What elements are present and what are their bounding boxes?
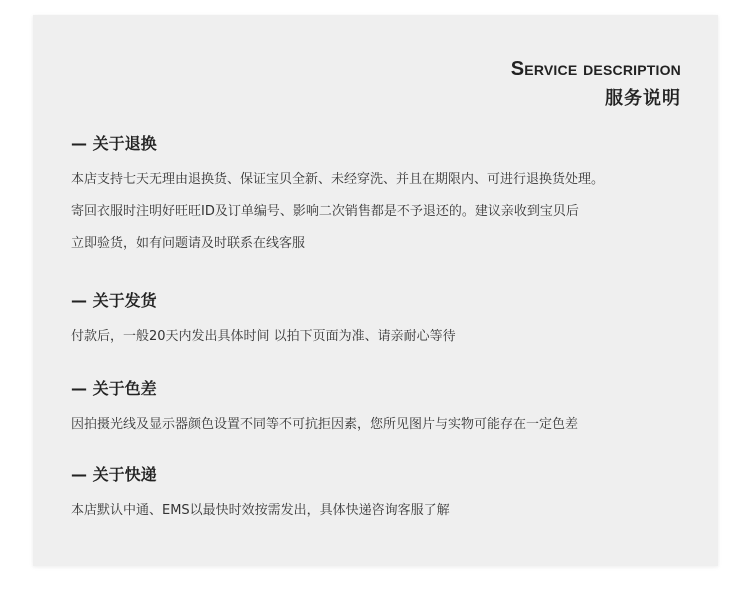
section-express bbox=[71, 465, 691, 527]
section-line: 本店默认中通、EMS以最快时效按需发出，具体快递咨询客服了解 bbox=[71, 503, 450, 518]
section-title: — 关于色差 bbox=[71, 379, 157, 398]
section-body bbox=[71, 409, 691, 441]
section-line: 本店支持七天无理由退换货、保证宝贝全新、未经穿洗、并且在期限内、可进行退换货处理。 bbox=[71, 172, 605, 187]
section-line: 寄回衣服时注明好旺旺ID及订单编号、影响二次销售都是不予退还的。建议亲收到宝贝后 bbox=[71, 204, 579, 219]
header bbox=[511, 57, 681, 111]
title-chinese: 服务说明 bbox=[605, 88, 681, 109]
section-title: — 关于退换 bbox=[71, 134, 157, 153]
section-body bbox=[71, 495, 691, 527]
section-line: 立即验货，如有问题请及时联系在线客服 bbox=[71, 236, 306, 251]
section-line: 付款后，一般20天内发出具体时间 以拍下页面为准、请亲耐心等待 bbox=[71, 329, 456, 344]
section-body bbox=[71, 164, 691, 260]
section-color-difference bbox=[71, 379, 691, 441]
service-description-card bbox=[33, 15, 718, 566]
section-returns bbox=[71, 134, 691, 260]
section-title: — 关于发货 bbox=[71, 291, 157, 310]
section-title: — 关于快递 bbox=[71, 465, 157, 484]
section-line: 因拍摄光线及显示器颜色设置不同等不可抗拒因素，您所见图片与实物可能存在一定色差 bbox=[71, 417, 579, 432]
section-body bbox=[71, 321, 691, 353]
title-english: Service description bbox=[510, 58, 681, 80]
section-shipping bbox=[71, 291, 691, 353]
